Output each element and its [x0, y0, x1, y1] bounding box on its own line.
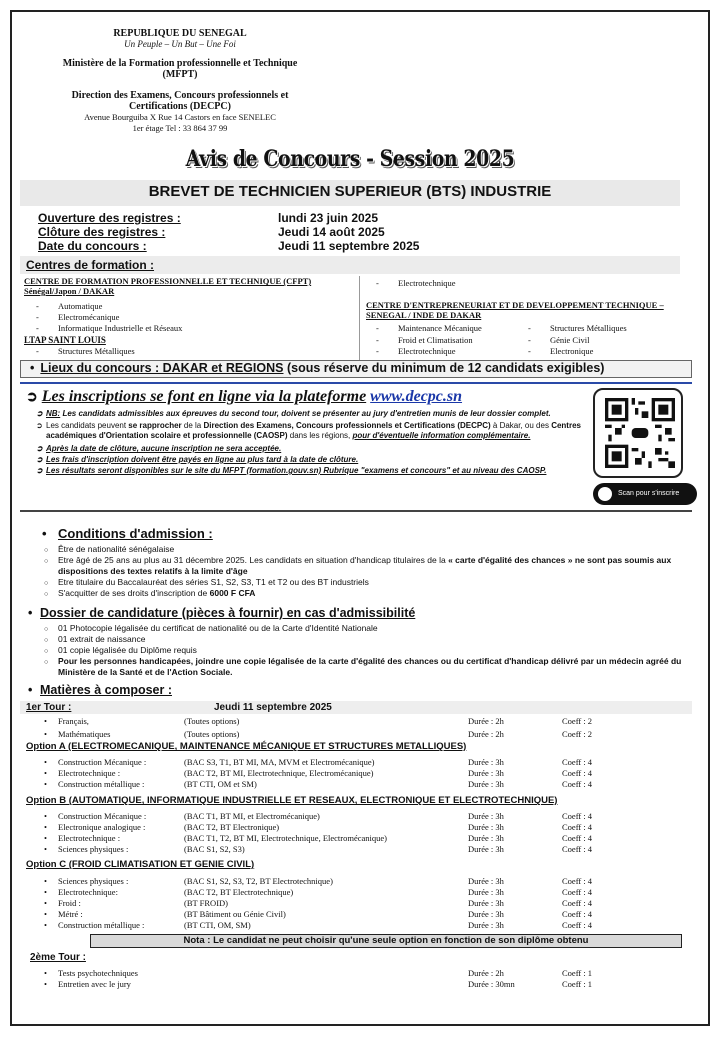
page-title: Avis de Concours - Session 2025: [185, 146, 515, 172]
dossier-item: ○ 01 Photocopie légalisée du certificat de nationalité ou de la Carte d'Identité Nationale: [58, 623, 692, 634]
cedt-item: - Structures Métalliques: [528, 323, 627, 333]
cedt-item: - Maintenance Mécanique: [376, 323, 482, 333]
dossier-item: ○ 01 extrait de naissance: [58, 634, 692, 645]
subject-name: • Electrotechnique :: [58, 833, 120, 844]
condition-item: ○ Être de nationalité sénégalaise: [58, 544, 692, 555]
subject-options: (BAC T2, BT MI, Electrotechnique, Electromécanique): [184, 768, 374, 778]
date-label-closing: Clôture des registres :: [38, 225, 166, 239]
subject-duration: Durée : 3h: [468, 768, 504, 778]
centres-heading: Centres de formation :: [26, 258, 155, 272]
subject-coeff: Coeff : 4: [562, 779, 593, 789]
matieres-heading: • Matières à composer :: [28, 683, 172, 697]
lieux-label: Lieux du concours : DAKAR et REGIONS: [40, 361, 284, 375]
condition-item: ○ Etre âgé de 25 ans au plus au 31 décembre 2025. Les candidats en situation d'handicap titulaires de la « carte d'égalité des chances » ne sont pas soumis aux dispositions des textes relatifs à la limite d'âge: [58, 555, 692, 577]
subject-coeff: Coeff : 4: [562, 898, 593, 908]
subject-duration: Durée : 2h: [468, 968, 504, 978]
subject-name: • Electrotechnique:: [58, 887, 118, 898]
republic-label: REPUBLIQUE DU SENEGAL: [113, 28, 247, 39]
subject-options: (Toutes options): [184, 729, 240, 739]
ministry-label: Ministère de la Formation professionnelle et Technique (MFPT): [62, 58, 298, 80]
subject-options: (BAC S3, T1, BT MI, MA, MVM et Electromécanique): [184, 757, 375, 767]
subject-options: (Toutes options): [184, 716, 240, 726]
subject-coeff: Coeff : 4: [562, 768, 593, 778]
subject-options: (BAC T1, BT MI, et Electromécanique): [184, 811, 320, 821]
platform-link[interactable]: www.decpc.sn: [370, 388, 463, 405]
date-value-opening: lundi 23 juin 2025: [278, 211, 379, 225]
subject-coeff: Coeff : 4: [562, 887, 593, 897]
date-value-closing: Jeudi 14 août 2025: [278, 225, 385, 239]
direction-label: Direction des Examens, Concours professionnels et Certifications (DECPC): [71, 90, 289, 112]
subject-name: • Sciences physiques :: [58, 876, 128, 887]
subject-duration: Durée : 3h: [468, 757, 504, 767]
subject-coeff: Coeff : 2: [562, 729, 593, 739]
inscriptions-heading-text: Les inscriptions se font en ligne via la plateforme: [41, 388, 367, 405]
conditions-heading: • Conditions d'admission :: [42, 526, 213, 541]
nota-box: Nota : Le candidat ne peut choisir qu'une seule option en fonction de son diplôme obtenu: [90, 934, 682, 948]
ltap-item: - Structures Métalliques: [36, 346, 135, 356]
subject-options: (BT CTI, OM, SM): [184, 920, 251, 930]
subject-name: • Construction métallique :: [58, 920, 144, 931]
subject-duration: Durée : 3h: [468, 844, 504, 854]
date-value-exam: Jeudi 11 septembre 2025: [278, 239, 420, 253]
scan-label: Scan pour s'inscrire: [618, 490, 680, 497]
subject-options: (BAC T2, BT Electrotechnique): [184, 887, 294, 897]
subject-coeff: Coeff : 1: [562, 979, 593, 989]
condition-item: ○ Etre titulaire du Baccalauréat des séries S1, S2, S3, T1 et T2 ou des BT industriels: [58, 577, 692, 588]
inscriptions-heading: ➲ Les inscriptions se font en ligne via la plateforme www.decpc.sn: [26, 388, 463, 405]
subject-name: • Entretien avec le jury: [58, 979, 131, 990]
subject-duration: Durée : 3h: [468, 779, 504, 789]
subject-name: • Français,: [58, 716, 89, 727]
tour1-label: 1er Tour :: [26, 702, 72, 713]
closing-rule: ➲ Après la date de clôture, aucune inscription ne sera acceptée.: [36, 444, 282, 453]
results-rule: ➲ Les résultats seront disponibles sur le site du MFPT (formation.gouv.sn) Rubrique "examens et concours" et au niveau des CAOSP.: [36, 466, 547, 475]
fees-rule: ➲ Les frais d'inscription doivent être payés en ligne au plus tard à la date de clôture.: [36, 455, 359, 464]
subject-options: (BAC T1, T2, BT MI, Electrotechnique, Electromécanique): [184, 833, 387, 843]
contact-paragraph: ➲ Les candidats peuvent se rapprocher de la Direction des Examens, Concours professionnels et Certifications (DECPC) à Dakar, ou des Centres académiques d'Orientation scolaire et professionnelle (CAOSP) dans les régions, pour d'éventuelle information complémentaire.: [36, 421, 581, 440]
cedt-item: - Froid et Climatisation: [376, 335, 473, 345]
cfpt-item: - Informatique Industrielle et Réseaux: [36, 323, 183, 333]
cfpt-item: - Electromécanique: [36, 312, 120, 322]
option-c-title: Option C (FROID CLIMATISATION ET GENIE CIVIL): [26, 859, 255, 870]
subject-coeff: Coeff : 4: [562, 757, 593, 767]
motto-label: Un Peuple – Un But – Une Foi: [124, 39, 236, 49]
phone-label: 1er étage Tel : 33 864 37 99: [132, 123, 228, 133]
cedt-title: CENTRE D'ENTREPRENEURIAT ET DE DEVELOPPEMENT TECHNIQUE – SENEGAL / INDE DE DAKAR: [366, 300, 664, 320]
subject-name: • Sciences physiques :: [58, 844, 128, 855]
subject-duration: Durée : 3h: [468, 811, 504, 821]
subject-duration: Durée : 2h: [468, 716, 504, 726]
nb-paragraph: ➲ NB: Les candidats admissibles aux épreuves du second tour, doivent se présenter au jury d'entretien munis de leur dossier complet.: [36, 409, 551, 418]
subject-name: • Mathématiques: [58, 729, 110, 740]
option-b-title: Option B (AUTOMATIQUE, INFORMATIQUE INDUSTRIELLE ET RESEAUX, ELECTRONIQUE ET ELECTROTECHNIQUE): [26, 795, 558, 806]
cedt-item: - Electrotechnique: [376, 346, 456, 356]
subject-name: • Electrotechnique :: [58, 768, 120, 779]
subject-name: • Tests psychotechniques: [58, 968, 138, 979]
subject-duration: Durée : 3h: [468, 909, 504, 919]
subject-name: • Electronique analogique :: [58, 822, 145, 833]
subject-name: • Construction métallique :: [58, 779, 144, 790]
dossier-heading: • Dossier de candidature (pièces à fournir) en cas d'admissibilité: [28, 606, 416, 620]
subject-name: • Construction Mécanique :: [58, 757, 146, 768]
subject-coeff: Coeff : 2: [562, 716, 593, 726]
condition-item: ○ S'acquitter de ses droits d'inscription de 6000 F CFA: [58, 588, 692, 599]
subject-duration: Durée : 3h: [468, 876, 504, 886]
subject-coeff: Coeff : 4: [562, 909, 593, 919]
subject-duration: Durée : 3h: [468, 887, 504, 897]
subject-options: (BAC S1, S2, S3): [184, 844, 245, 854]
subject-duration: Durée : 3h: [468, 920, 504, 930]
subject-coeff: Coeff : 4: [562, 844, 593, 854]
ltap-title: LTAP SAINT LOUIS: [24, 335, 106, 345]
subject-duration: Durée : 3h: [468, 822, 504, 832]
tour2-label: 2ème Tour :: [30, 952, 86, 963]
subject-options: (BT CTI, OM et SM): [184, 779, 257, 789]
subject-options: (BT Bâtiment ou Génie Civil): [184, 909, 286, 919]
dossier-item: ○ 01 copie légalisée du Diplôme requis: [58, 645, 692, 656]
cfpt-title: CENTRE DE FORMATION PROFESSIONNELLE ET TECHNIQUE (CFPT) Sénégal/Japon / DAKAR: [24, 276, 312, 296]
subject-options: (BT FROID): [184, 898, 228, 908]
cedt-item: - Génie Civil: [528, 335, 590, 345]
subject-duration: Durée : 3h: [468, 833, 504, 843]
subject-coeff: Coeff : 1: [562, 968, 593, 978]
tour1-date: Jeudi 11 septembre 2025: [214, 702, 332, 713]
subject-coeff: Coeff : 4: [562, 876, 593, 886]
subject-coeff: Coeff : 4: [562, 822, 593, 832]
subject-duration: Durée : 3h: [468, 898, 504, 908]
subject-options: (BAC T2, BT Electronique): [184, 822, 280, 832]
right-top-item: - Electrotechnique: [376, 278, 456, 288]
lieux-line: • Lieux du concours : DAKAR et REGIONS (sous réserve du minimum de 12 candidats exigibles): [30, 361, 605, 375]
lieux-note: (sous réserve du minimum de 12 candidats exigibles): [286, 361, 605, 375]
dossier-item: ○ Pour les personnes handicapées, joindre une copie légalisée de la carte d'égalité des chances ou du certificat d'handicap délivré par un médecin agréé du Ministère de la Santé et de l'Action Sociale.: [58, 656, 692, 678]
option-a-title: Option A (ELECTROMECANIQUE, MAINTENANCE MÉCANIQUE ET STRUCTURES METALLIQUES): [26, 741, 467, 752]
cfpt-item: - Automatique: [36, 301, 103, 311]
subject-duration: Durée : 2h: [468, 729, 504, 739]
subject-name: • Froid :: [58, 898, 81, 909]
subject-options: (BAC S1, S2, S3, T2, BT Electrotechnique): [184, 876, 333, 886]
subject-coeff: Coeff : 4: [562, 833, 593, 843]
subject-duration: Durée : 30mn: [468, 979, 515, 989]
subject-coeff: Coeff : 4: [562, 920, 593, 930]
address-label: Avenue Bourguiba X Rue 14 Castors en face SENELEC: [84, 112, 276, 122]
subject-name: • Métré :: [58, 909, 83, 920]
date-label-exam: Date du concours :: [38, 239, 147, 253]
subtitle: BREVET DE TECHNICIEN SUPERIEUR (BTS) INDUSTRIE: [148, 183, 552, 200]
subject-coeff: Coeff : 4: [562, 811, 593, 821]
cedt-item: - Electronique: [528, 346, 594, 356]
subject-name: • Construction Mécanique :: [58, 811, 146, 822]
date-label-opening: Ouverture des registres :: [38, 211, 181, 225]
